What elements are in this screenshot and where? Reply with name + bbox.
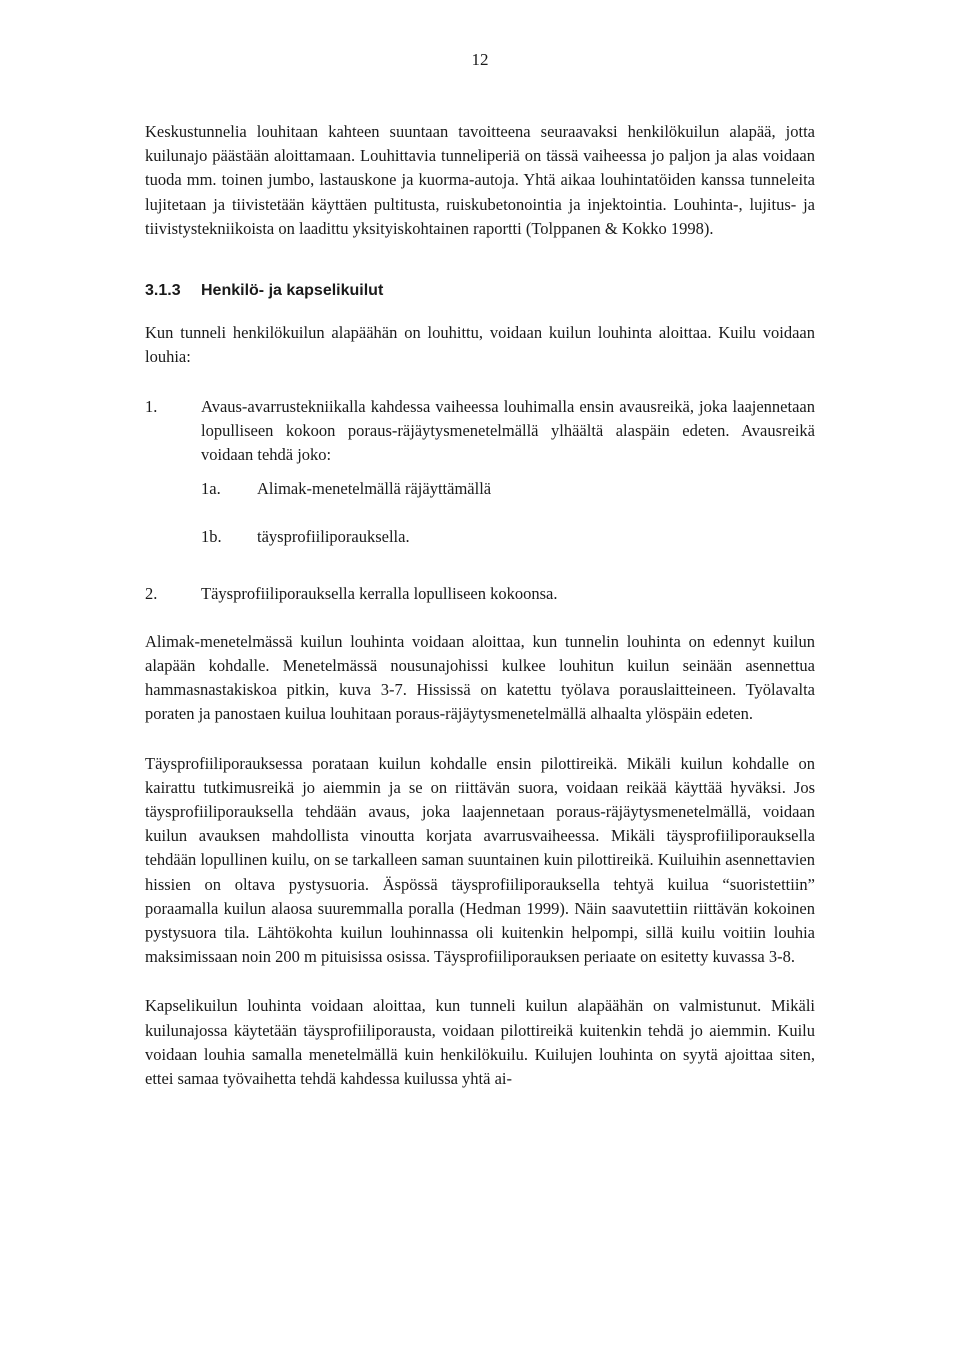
sublist-text-1b: täysprofiiliporauksella. <box>257 527 410 547</box>
paragraph-full-profile-drilling: Täysprofiiliporauksessa porataan kuilun kohdalle ensin pilottireikä. Mikäli kuilun kohdalle on kairattu tutkimusreikä jo aiemmin ja se on riittävän suora, voidaan reikää käyttää hyväksi. Jos täysprofiiliporauksella tehdään avaus, joka laajennetaan poraus-räjäytysmenetelmällä, voidaan kuilun avauksen mahdollista vinoutta korjata avarrusvaiheessa. Mikäli täysprofiiliporauksella tehdään lopullinen kuilu, on se tarkalleen saman suuntainen kuin pilottireikä. Kuiluihin asennettavien hissien on oltava pystysuoria. Äspössä täysprofiiliporauksella tehtyä kuilua “suoristettiin” poraamalla kuilun alaosa suuremmalla poralla (Hedman 1999). Näin saavutettiin riittävän kokoinen pystysuora tila. Lähtökohta kuilun louhinnassa oli kuitenkin helpompi, sillä kuilu voitiin louhia maksimissaan noin 200 m pituisissa osissa. Täysprofiiliporauksen periaate on esitetty kuvassa 3-8. <box>145 753 815 967</box>
sublist <box>201 477 815 549</box>
list-item-1 <box>145 395 815 574</box>
document-body <box>145 120 815 1116</box>
sublist-letter-1a: 1a. <box>201 479 221 499</box>
list-number-2: 2. <box>145 583 158 603</box>
section-heading <box>145 279 815 303</box>
section-title: Henkilö- ja kapselikuilut <box>201 282 384 300</box>
list-item-2 <box>145 582 815 606</box>
paragraph-capsule-shaft: Kapselikuilun louhinta voidaan aloittaa, kun tunneli kuilun alapäähän on valmistunut. Mikäli kuilunajossa käytetään täysprofiiliporausta, voidaan pilottireikä kuitenkin tehdä jo aiemmin. Kuilu voidaan louhia samalla menetelmällä kuin henkilökuilu. Kuilujen louhinta on syytä ajoittaa siten, ettei samaa työvaihetta tehdä kahdessa kuilussa yhtä ai- <box>145 996 815 1089</box>
paragraph-tunnel-excavation: Keskustunnelia louhitaan kahteen suuntaan tavoitteena seuraavaksi henkilökuilun alapää, jotta kuilunajo päästään aloittamaan. Louhittavia tunneliperiä on tässä vaiheessa jo paljon ja alas voidaan tuoda mm. toinen jumbo, lastauskone ja kuorma-autoja. Yhtä aikaa louhintatöiden kanssa tunneleita lujitetaan ja tiivistetään käyttäen pultitusta, ruiskubetonointia ja injektointia. Louhinta-, lujitus- ja tiivistystekniikoista on laadittu yksityiskohtainen raportti (Tolppanen & Kokko 1998). <box>145 122 815 238</box>
list-text-1: Avaus-avarrustekniikalla kahdessa vaiheessa louhimalla ensin avausreikä, joka laajennetaan lopulliseen kokoon poraus-räjäytysmenetelmällä ylhäältä alaspäin edeten. Avausreikä voidaan tehdä joko: <box>201 396 815 465</box>
list-number-1: 1. <box>145 396 158 416</box>
paragraph-shaft-intro: Kun tunneli henkilökuilun alapäähän on louhittu, voidaan kuilun louhinta aloittaa. Kuilu voidaan louhia: <box>145 323 815 367</box>
paragraph-alimak-method: Alimak-menetelmässä kuilun louhinta voidaan aloittaa, kun tunnelin louhinta on edennyt kuilun alapään kohdalle. Menetelmässä nousunajohissi kulkee louhitun kuilun seinään asennettua hammasnastakiskoa pitkin, kuva 3-7. Hississä on katettu työlava porauslaitteineen. Työlavalta poraten ja panostaen kuilua louhitaan poraus-räjäytysmenetelmällä alhaalta ylöspäin edeten. <box>145 631 815 724</box>
sublist-text-1a: Alimak-menetelmällä räjäyttämällä <box>257 479 492 499</box>
section-number: 3.1.3 <box>145 282 181 300</box>
list-text-2: Täysprofiiliporauksella kerralla lopulliseen kokoonsa. <box>201 583 558 603</box>
sublist-item-1a <box>201 477 815 501</box>
sublist-item-1b <box>201 525 815 549</box>
sublist-letter-1b: 1b. <box>201 527 222 547</box>
page-number: 12 <box>471 50 489 69</box>
